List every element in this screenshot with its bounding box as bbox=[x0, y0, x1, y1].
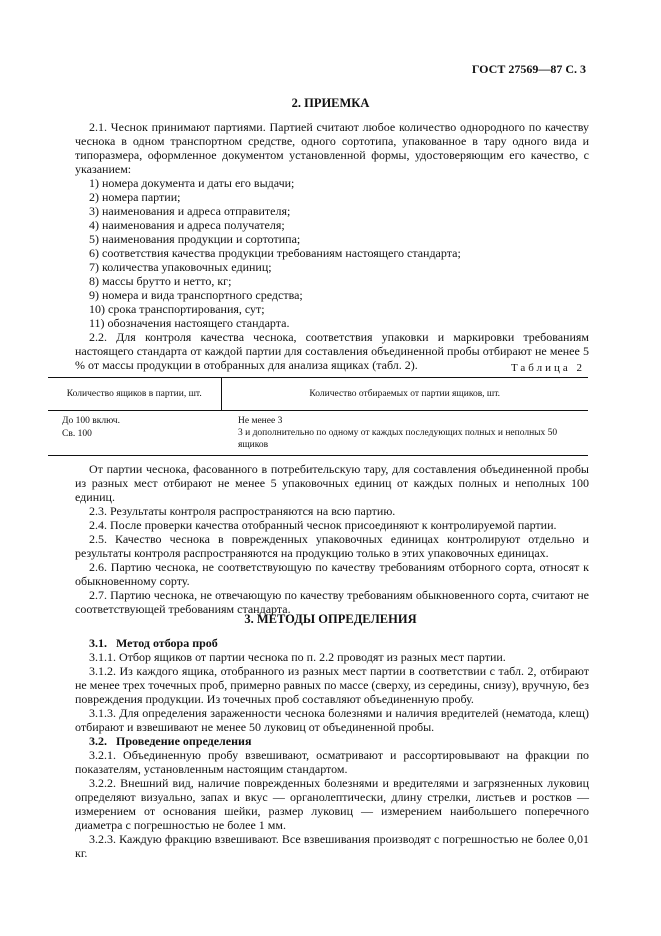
cell-value: Св. 100 bbox=[62, 429, 92, 439]
section-2-body bbox=[75, 120, 589, 372]
list-item: 1) номера документа и даты его выдачи; bbox=[89, 176, 295, 190]
list-item: 10) срока транспортирования, сут; bbox=[89, 302, 265, 316]
column-header-boxes-in-lot: Количество ящиков в партии, шт. bbox=[48, 378, 221, 411]
table-caption: Таблица 2 bbox=[510, 362, 585, 374]
paragraph-2-7: 2.7. Партию чеснока, не отвечающую по качеству требованиям обыкновенного сорта, считают не соответствующей требованиям стандарта. bbox=[75, 588, 589, 616]
table-cell bbox=[221, 411, 588, 452]
list-item: 3) наименования и адреса отправителя; bbox=[89, 204, 291, 218]
paragraph-2-2: 2.2. Для контроля качества чеснока, соответствия упаковки и маркировки требованиям настоящего стандарта от каждой партии для составления объединенной пробы отбирают не менее 5 % от массы продукции в отобранных для анализа ящиках (табл. 2). bbox=[75, 330, 589, 372]
list-item: 7) количества упаковочных единиц; bbox=[89, 260, 272, 274]
paragraph-2-6: 2.6. Партию чеснока, не соответствующую по качеству требованиям отборного сорта, относят к обыкновенному сорту. bbox=[75, 560, 589, 588]
subsection-3-1-heading bbox=[75, 636, 589, 650]
list-item: 6) соответствия качества продукции требованиям настоящего стандарта; bbox=[89, 246, 461, 260]
paragraph-consumer-pack: От партии чеснока, фасованного в потребительскую тару, для составления объединенной пробы из разных мест отбирают не менее 5 упаковочных единиц от каждых полных и неполных 100 единиц. bbox=[75, 462, 589, 504]
table-header-row bbox=[48, 378, 588, 411]
page-header: ГОСТ 27569—87 С. 3 bbox=[471, 62, 586, 76]
list-item: 5) наименования продукции и сортотипа; bbox=[89, 232, 301, 246]
subsection-3-2-heading bbox=[75, 734, 589, 748]
heading-text: 3.1. Метод отбора проб bbox=[89, 636, 218, 650]
paragraph-3-2-3: 3.2.3. Каждую фракцию взвешивают. Все взвешивания производят с погрешностью не более 0,01 кг. bbox=[75, 832, 589, 860]
paragraph-2-3: 2.3. Результаты контроля распространяются на всю партию. bbox=[89, 504, 396, 518]
table-cell bbox=[48, 411, 221, 452]
paragraph-3-1-3: 3.1.3. Для определения зараженности чеснока болезнями и наличия вредителей (нематода, клещ) отбирают и взвешивают не менее 50 луковиц от объединенной пробы. bbox=[75, 706, 589, 734]
after-table-body bbox=[75, 462, 589, 616]
table-end-rule bbox=[48, 451, 588, 456]
section-3-title: 3. МЕТОДЫ ОПРЕДЕЛЕНИЯ bbox=[244, 612, 417, 626]
table-row bbox=[48, 411, 588, 452]
cell-value: До 100 включ. bbox=[62, 416, 120, 426]
paragraph-3-2-1: 3.2.1. Объединенную пробу взвешивают, осматривают и рассортировывают на фракции по показателям, установленным настоящим стандартом. bbox=[75, 748, 589, 776]
heading-text: 3.2. Проведение определения bbox=[89, 734, 252, 748]
paragraph-2-4: 2.4. После проверки качества отобранный чеснок присоединяют к контролируемой партии. bbox=[89, 518, 557, 532]
paragraph-3-1-1: 3.1.1. Отбор ящиков от партии чеснока по п. 2.2 проводят из разных мест партии. bbox=[89, 650, 506, 664]
section-2-title: 2. ПРИЕМКА bbox=[291, 96, 370, 110]
cell-value: 3 и дополнительно по одному от каждых последующих полных и неполных 50 ящиков bbox=[238, 428, 558, 450]
paragraph-3-2-2: 3.2.2. Внешний вид, наличие поврежденных болезнями и вредителями и загрязненных луковиц определяют визуально, запах и вкус — органолептически, длину стрелки, листьев и ростков — измерением от основания шейки, размер луковиц — измерением наибольшего поперечного диаметра с погрешностью не более 1 мм. bbox=[75, 776, 589, 832]
column-header-boxes-selected: Количество отбираемых от партии ящиков, шт. bbox=[221, 378, 588, 411]
list-item: 11) обозначения настоящего стандарта. bbox=[89, 316, 290, 330]
cell-value: Не менее 3 bbox=[238, 416, 283, 426]
list-item: 9) номера и вида транспортного средства; bbox=[89, 288, 303, 302]
table-2 bbox=[48, 377, 588, 456]
section-3-body bbox=[75, 636, 589, 860]
paragraph-2-1: 2.1. Чеснок принимают партиями. Партией считают любое количество однородного по качеству чеснока в одном транспортном средстве, одного сортотипа, упакованное в тару одного вида и типоразмера, оформленное документом установленной формы, удостоверяющим его качество, с указанием: bbox=[75, 120, 589, 176]
list-item: 4) наименования и адреса получателя; bbox=[89, 218, 285, 232]
list-item: 8) массы брутто и нетто, кг; bbox=[89, 274, 232, 288]
list-item: 2) номера партии; bbox=[89, 190, 181, 204]
paragraph-2-5: 2.5. Качество чеснока в поврежденных упаковочных единицах контролируют отдельно и результаты контроля распространяются на продукцию только в этих упаковочных единицах. bbox=[75, 532, 589, 560]
paragraph-3-1-2: 3.1.2. Из каждого ящика, отобранного из разных мест партии в соответствии с табл. 2, отбирают не менее трех точечных проб, примерно равных по массе (сверху, из середины, снизу), вручную, без повреждения продукции. Из точечных проб составляют объединенную пробу. bbox=[75, 664, 589, 706]
